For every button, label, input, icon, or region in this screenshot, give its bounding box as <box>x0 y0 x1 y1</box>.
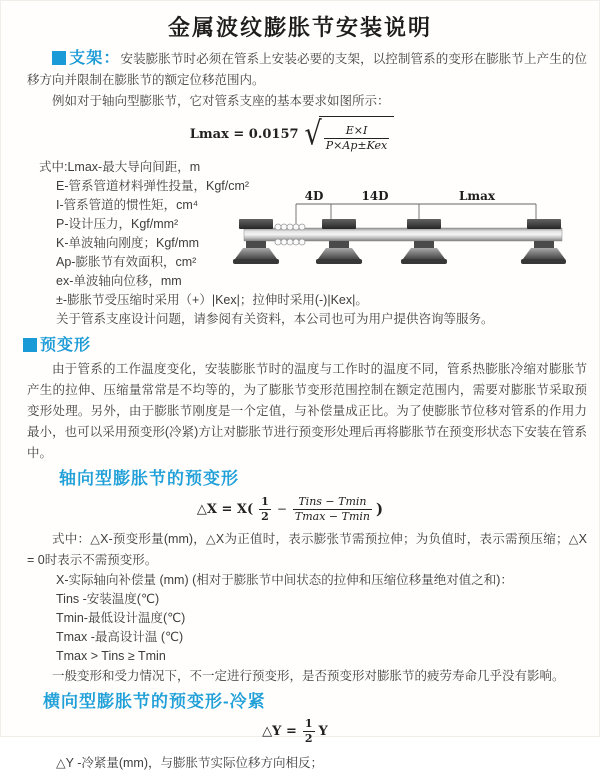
fraction-denominator: 2 <box>304 732 313 746</box>
lateral-formula-note: △Y -冷紧量(mm)，与膨胀节实际位移方向相反； <box>56 755 324 770</box>
page-title: 金属波纹膨胀节安装说明 <box>167 15 432 40</box>
variable-line: Tmin-最低设计温度(℃) <box>56 611 186 626</box>
definition-line: ex-单波轴向位移，mm <box>56 273 182 288</box>
definition-line: E-管系管道材料弹性投量，Kgf/cm² <box>56 178 250 193</box>
support-intro-text: 安装膨胀节时必须在管系上安装必要的支架，以控制管系的变形在膨胀节上产生的位移方向并限制在膨胀节的额定位移范围内。 <box>27 52 587 87</box>
half-fraction <box>303 717 315 747</box>
definition-line: 关于管系支座设计问题，请参阅有关资料，本公司也可为用户提供咨询等服务。 <box>56 311 494 326</box>
fraction <box>324 124 389 154</box>
support-bracket-4 <box>521 219 566 264</box>
dimension-label-14d: 14D <box>361 188 389 203</box>
pipe-support-diagram <box>244 188 566 284</box>
support-example-line: 例如对于轴向型膨胀节，它对管系支座的基本要求如图所示： <box>52 94 390 108</box>
definition-line: Ap-膨胀节有效面积，cm² <box>56 254 197 269</box>
support-section-label: 支架： <box>69 50 121 67</box>
axial-subheading: 轴向型膨胀节的预变形 <box>59 468 239 488</box>
dimension-label-lmax: Lmax <box>458 188 496 203</box>
variable-line: Tmax -最高设计温 (℃) <box>56 630 184 645</box>
variable-line: Tins -安装温度(℃) <box>56 592 160 607</box>
fraction-denominator: P×Ap±Kex <box>325 139 388 153</box>
fraction-denominator: Tmax − Tmin <box>294 509 370 523</box>
dimension-label-4d: 4D <box>304 188 324 203</box>
fraction-denominator: 2 <box>261 509 269 523</box>
lateral-subheading: 横向型膨胀节的预变形-冷紧 <box>43 692 266 712</box>
definitions-and-diagram <box>1 158 599 329</box>
minus-operator: − <box>276 502 287 517</box>
formula-lhs: △Y = <box>262 724 297 740</box>
definition-line: P-设计压力，Kgf/mm² <box>56 216 179 231</box>
definition-line: K-单波轴向刚度；Kgf/mm <box>56 235 200 250</box>
support-section-heading <box>52 52 120 66</box>
predeformation-section-label: 预变形 <box>40 336 92 354</box>
variable-line: Tmax > Tins ≥ Tmin <box>56 649 166 664</box>
fraction-numerator: 1 <box>261 494 269 508</box>
axial-formula-note: 式中：△X-预变形量(mm)，△X为正值时，表示膨张节需预拉伸；为负值时，表示需预压缩；△X = 0时表示不需预变形。 <box>27 532 587 568</box>
predeformation-paragraph: 由于管系的工作温度变化，安装膨胀节时的温度与工作时的温度不同，管系热膨胀冷缩对膨胀节产生的拉伸、压缩量常常是不均等的，为了膨胀节变形范围控制在额定范围内，需要对膨胀节采取预变形处理。另外，由于膨胀节刚度是一个定值，与补偿量成正比。为了使膨胀节位移对管系的作用力最小，也可以采用预变形(冷紧)方让对膨胀节进行预变形处理后再将膨胀节在预变形状态下安装在管系中。 <box>27 361 587 460</box>
pipe <box>244 228 562 241</box>
support-bracket-3 <box>401 219 447 264</box>
support-bracket-2 <box>316 219 362 264</box>
definition-line: ±-膨胀节受压缩时采用（+）|Kex|；拉伸时采用(-)|Kex|。 <box>56 292 368 307</box>
axial-variable-list <box>1 571 599 666</box>
axial-predeformation-formula <box>0 495 589 525</box>
lmax-formula <box>0 116 591 154</box>
closing-paren: ) <box>375 500 384 519</box>
definition-line: 式中:Lmax-最大导向间距，m <box>39 159 201 174</box>
section-square-icon <box>52 51 66 65</box>
fraction-numerator: Tins − Tmin <box>298 494 367 508</box>
support-intro-paragraph <box>27 48 587 91</box>
formula-lhs: △X = X( <box>196 501 254 517</box>
predeformation-section-heading <box>23 335 599 356</box>
formula-lhs: Lmax = 0.0157 <box>189 127 299 143</box>
section-square-icon <box>23 338 37 352</box>
sqrt-radicand <box>319 116 394 154</box>
definition-line: I-管系管道的惯性矩，cm⁴ <box>56 197 199 212</box>
fraction-numerator: E×I <box>345 124 368 137</box>
temperature-fraction <box>293 495 372 525</box>
lateral-coldspring-formula <box>0 717 594 747</box>
variable-line: X-实际轴向补偿量 (mm) (相对于膨胀节中间状态的拉伸和压缩位移量绝对值之和)： <box>56 573 513 588</box>
fraction-numerator: 1 <box>304 717 313 731</box>
half-fraction <box>259 495 271 525</box>
formula-rhs: Y <box>318 724 328 740</box>
sqrt-radical-sign: √ <box>304 115 322 153</box>
axial-remark: 一般变形和受力情况下，不一定进行预变形，是否预变形对膨胀节的疲劳寿命几乎没有影响。 <box>52 669 565 684</box>
